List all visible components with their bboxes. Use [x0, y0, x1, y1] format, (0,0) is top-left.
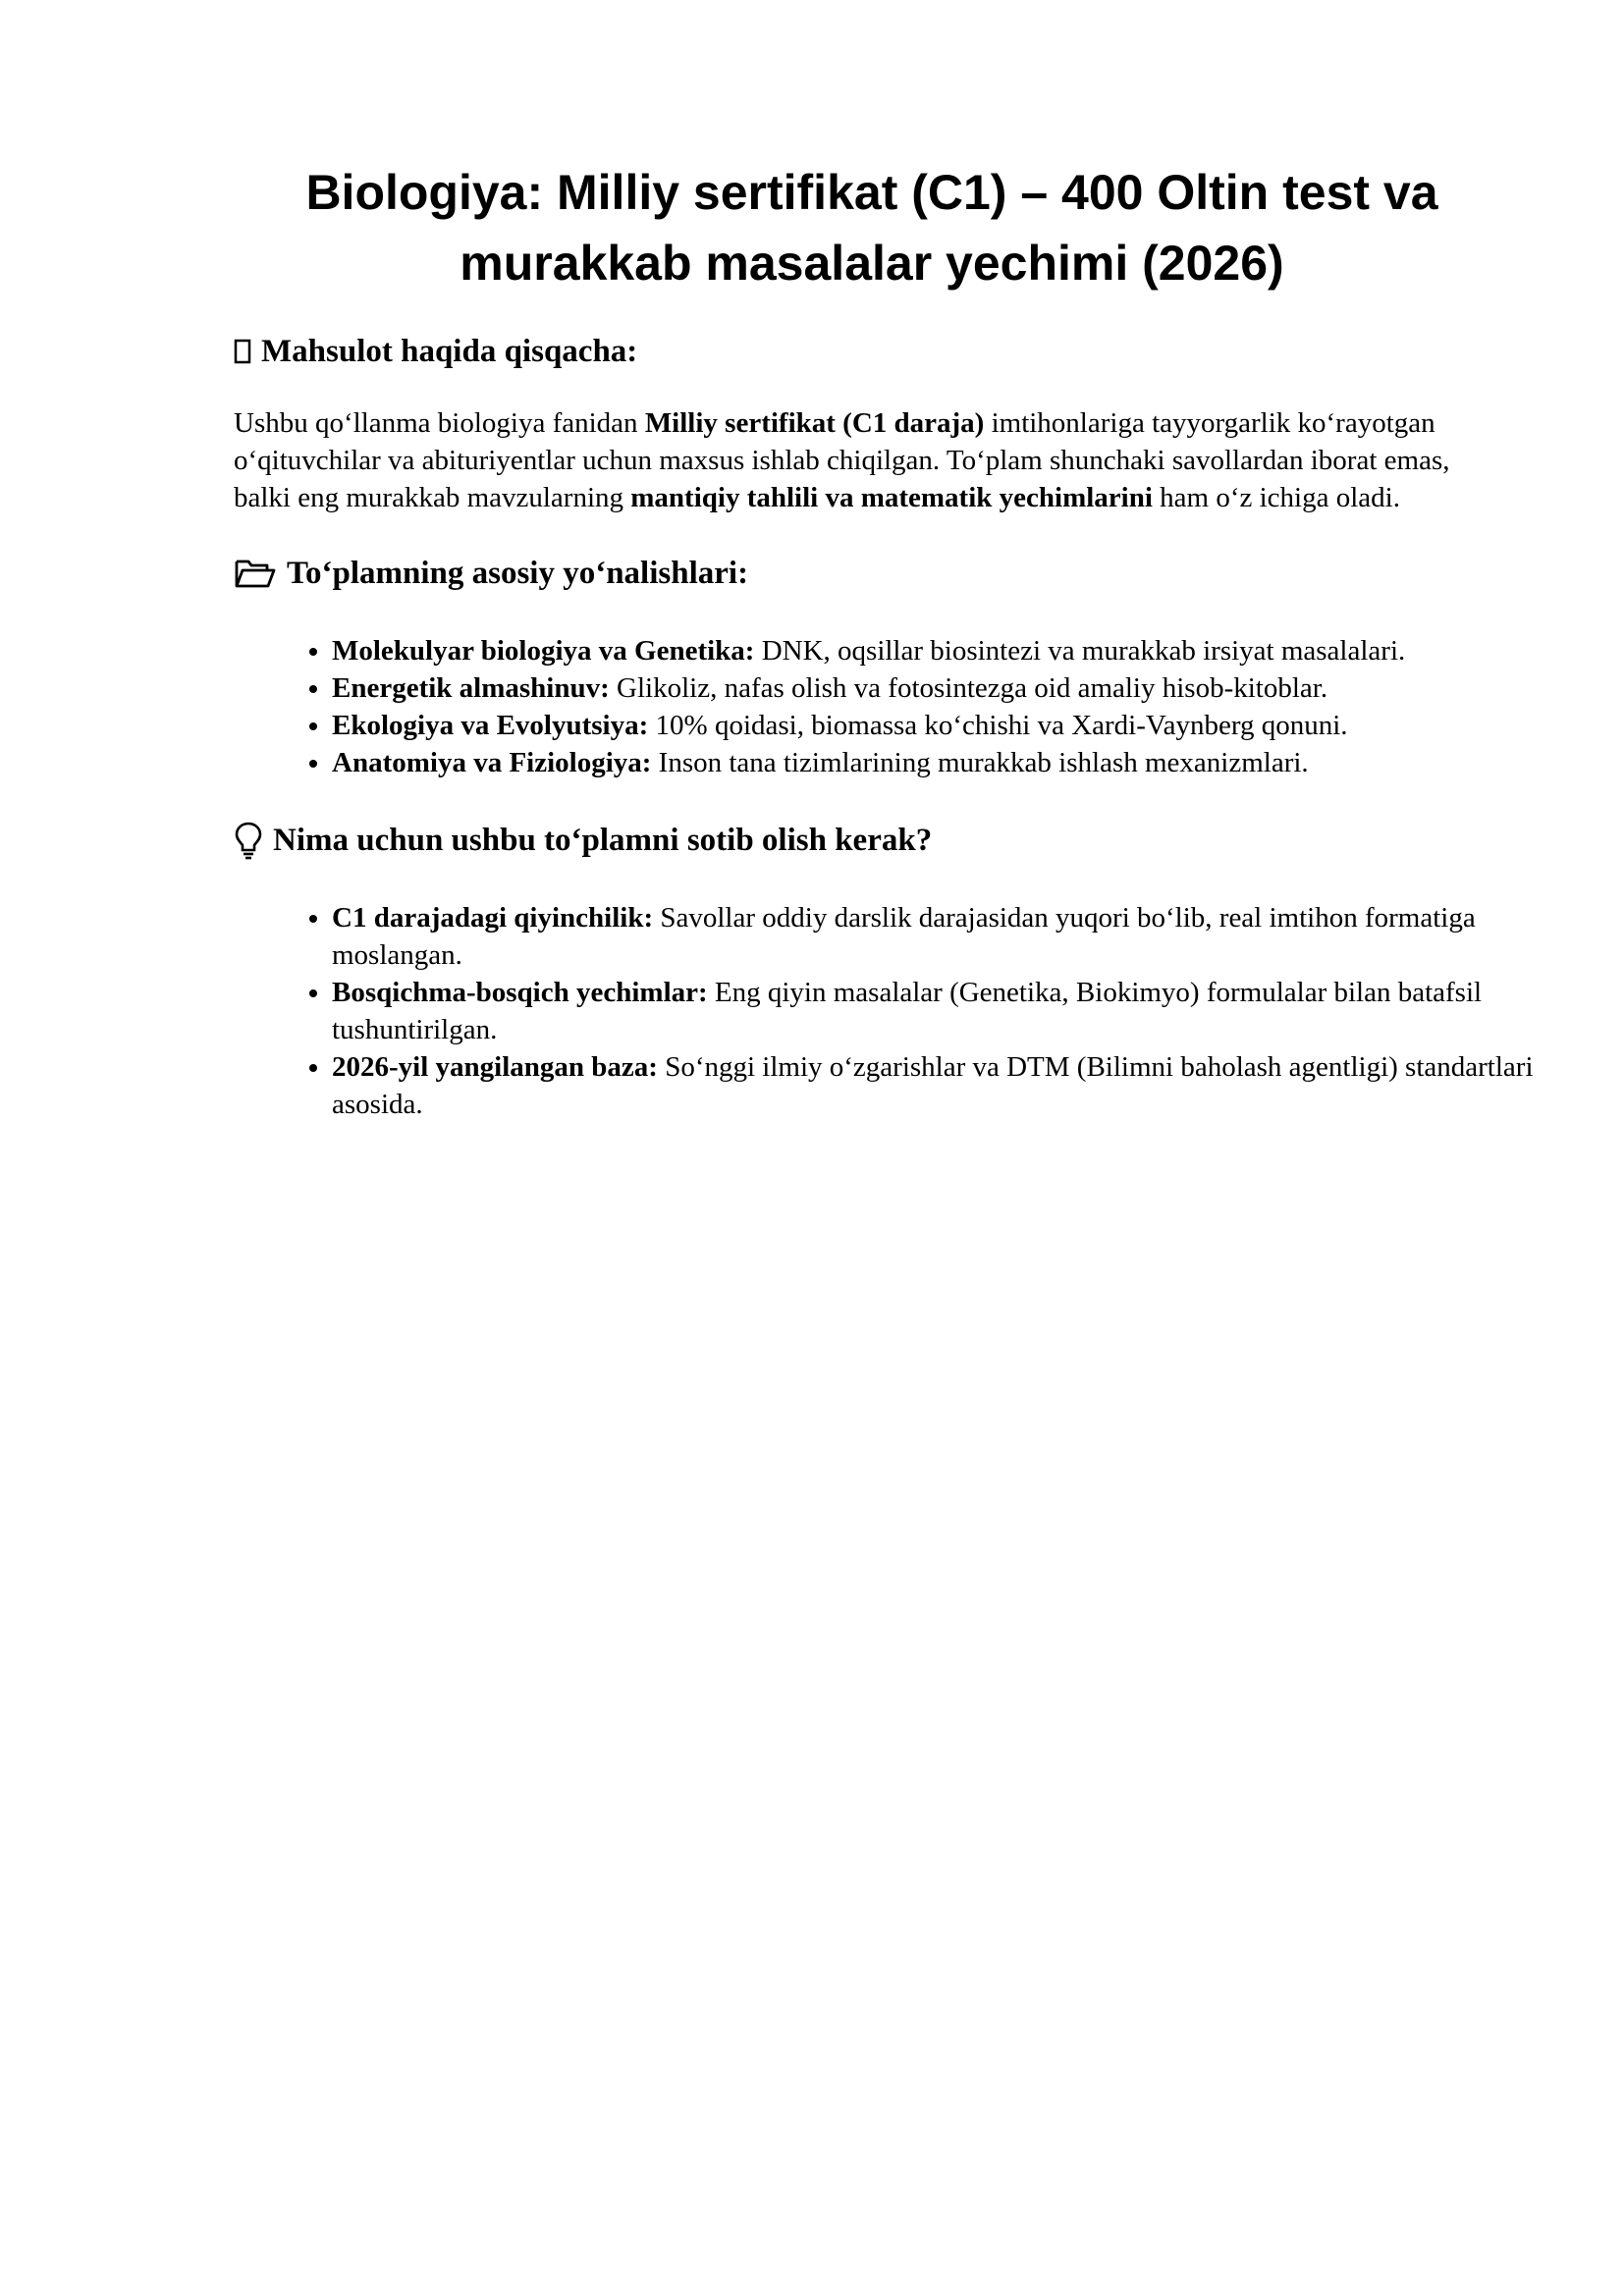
why-list — [234, 899, 1549, 1123]
item-text: Eng qiyin masalalar (Genetika, Biokimyo) formulalar bilan batafsil tushuntirilgan. — [332, 977, 1483, 1045]
item-text: Savollar oddiy darslik darajasidan yuqori bo‘lib, real imtihon formatiga moslangan. — [332, 902, 1476, 971]
item-label: Molekulyar biologiya va Genetika: — [332, 635, 755, 667]
list-item — [332, 744, 1549, 781]
title-line-1: Biologiya: Milliy sertifikat (C1) – 400 Oltin test va — [305, 165, 1438, 220]
item-text: Glikoliz, nafas olish va fotosintezga oid amaliy hisob-kitoblar. — [609, 672, 1328, 704]
box-icon — [234, 339, 251, 364]
item-text: So‘nggi ilmiy o‘zgarishlar va DTM (Bilimni baholash agentligi) standartlari asosida. — [332, 1051, 1534, 1120]
document-title — [234, 157, 1510, 298]
lightbulb-icon — [234, 821, 263, 860]
list-item — [332, 899, 1549, 974]
list-item — [332, 669, 1549, 707]
directions-list — [234, 632, 1549, 781]
item-label: Bosqichma-bosqich yechimlar: — [332, 977, 708, 1008]
item-text: Inson tana tizimlarining murakkab ishlash mexanizmlari. — [651, 747, 1309, 778]
summary-bold-1: Milliy sertifikat (C1 daraja) — [644, 407, 985, 439]
section-summary-heading — [234, 332, 1510, 371]
item-label: 2026-yil yangilangan baza: — [332, 1051, 658, 1083]
summary-text-1: Ushbu qo‘llanma biologiya fanidan — [234, 407, 645, 439]
list-item — [332, 974, 1549, 1048]
item-text: 10% qoidasi, biomassa ko‘chishi va Xardi-Vaynberg qonuni. — [648, 710, 1348, 741]
list-item — [332, 632, 1549, 669]
item-label: Energetik almashinuv: — [332, 672, 610, 704]
title-line-2: murakkab masalalar yechimi (2026) — [460, 236, 1284, 291]
item-label: Ekologiya va Evolyutsiya: — [332, 710, 649, 741]
item-label: C1 darajadagi qiyinchilik: — [332, 902, 654, 934]
section-summary-title: Mahsulot haqida qisqacha: — [261, 334, 638, 369]
section-why-title: Nima uchun ushbu to‘plamni sotib olish kerak? — [273, 823, 933, 858]
list-item — [332, 1048, 1549, 1123]
summary-paragraph — [234, 404, 1471, 516]
document-page — [234, 157, 1534, 1123]
section-directions-heading — [234, 554, 1510, 593]
item-text: DNK, oqsillar biosintezi va murakkab irsiyat masalalari. — [754, 635, 1406, 667]
list-item — [332, 707, 1549, 744]
summary-bold-2: mantiqiy tahlili va matematik yechimlarini — [630, 482, 1153, 513]
section-why-heading — [234, 821, 1510, 860]
item-label: Anatomiya va Fiziologiya: — [332, 747, 652, 778]
summary-text-2: imtihonlariga tayyorgarlik ko‘rayotgan o‘qituvchilar va abituriyentlar uchun maxsus ishlab chiqilgan. To‘plam shunchaki savollardan iborat emas, balki eng murakkab mavzularning — [234, 407, 1450, 513]
summary-text-3: ham o‘z ichiga oladi. — [1152, 482, 1400, 513]
folder-icon — [234, 557, 277, 590]
section-directions-title: To‘plamning asosiy yo‘nalishlari: — [287, 556, 749, 591]
